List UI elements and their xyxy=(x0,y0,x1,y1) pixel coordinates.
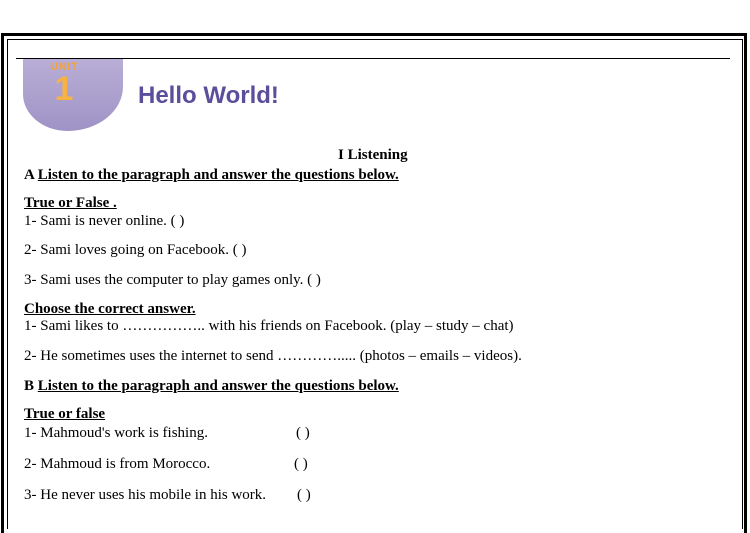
unit-title: Hello World! xyxy=(138,82,279,109)
part-a-choose-item-1: 1- Sami likes to …………….. with his friends on Facebook. (play – study – chat) xyxy=(24,318,514,334)
part-a-letter: A xyxy=(24,167,35,183)
part-a-tf-item-1: 1- Sami is never online. ( ) xyxy=(24,213,185,229)
part-a-choose-item-2: 2- He sometimes uses the internet to send …………..... (photos – emails – videos). xyxy=(24,348,522,364)
part-b-tf-item-1: 1- Mahmoud's work is fishing. xyxy=(24,425,208,441)
part-b-tf-blank-1: ( ) xyxy=(296,425,310,441)
part-b-tf-blank-3: ( ) xyxy=(297,487,311,503)
part-a-tf-item-2: 2- Sami loves going on Facebook. ( ) xyxy=(24,242,247,258)
unit-number: 1 xyxy=(54,70,74,108)
part-b-tf-item-3: 3- He never uses his mobile in his work. xyxy=(24,487,267,503)
part-b-instruction xyxy=(24,377,399,395)
part-a-choose-heading: Choose the correct answer. xyxy=(24,301,196,317)
part-a-instruction-text: Listen to the paragraph and answer the questions below. xyxy=(37,167,399,183)
header-rule xyxy=(16,58,730,59)
unit-label: UNIT xyxy=(50,61,78,73)
part-b-letter: B xyxy=(24,378,35,394)
part-a-tf-heading: True or False . xyxy=(24,195,117,211)
part-a-instruction xyxy=(24,166,399,184)
section-heading: I Listening xyxy=(338,147,408,163)
part-b-tf-blank-2: ( ) xyxy=(294,456,308,472)
part-a-tf-item-3: 3- Sami uses the computer to play games only. ( ) xyxy=(24,272,321,288)
part-b-tf-heading: True or false xyxy=(24,406,106,422)
part-b-tf-item-2: 2- Mahmoud is from Morocco. xyxy=(24,456,211,472)
part-b-instruction-text: Listen to the paragraph and answer the questions below. xyxy=(37,378,399,394)
